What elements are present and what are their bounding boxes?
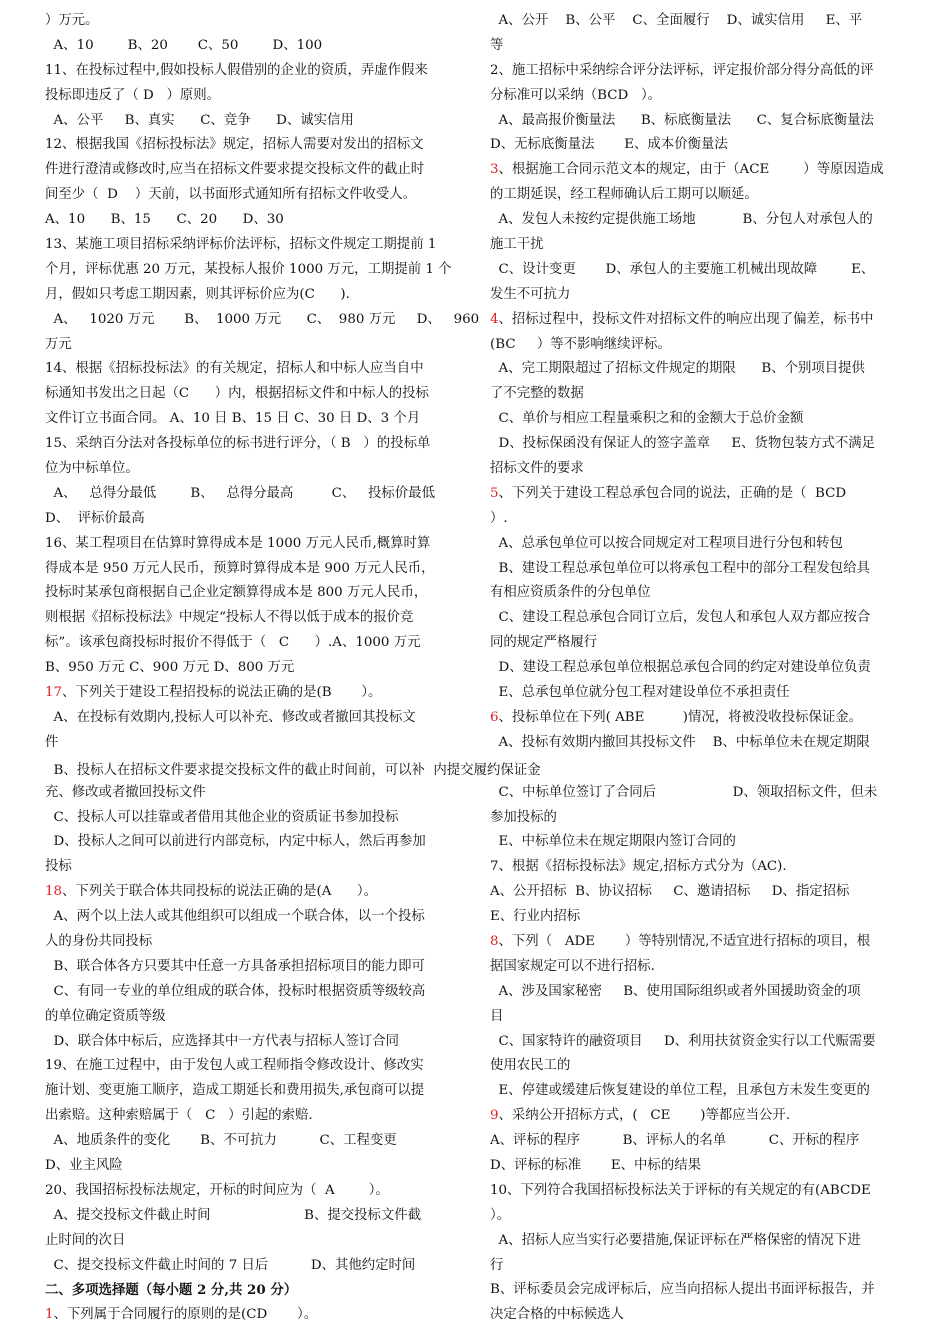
line-text: 二、多项选择题（每小题 2 分,共 20 分） bbox=[45, 1282, 298, 1299]
text-line bbox=[45, 308, 480, 333]
line-text: 月，假如只考虑工期因素，则其评标价应为(C ). bbox=[45, 286, 350, 302]
text-line bbox=[490, 333, 906, 358]
line-text: 、下列关于联合体共同投标的说法正确的是(A ）。 bbox=[62, 884, 377, 900]
text-line bbox=[490, 34, 906, 59]
text-line bbox=[490, 681, 906, 706]
line-text: B、联合体各方只要其中任意一方具备承担招标项目的能力即可 bbox=[45, 958, 425, 974]
text-line bbox=[45, 706, 461, 731]
line-text: D、投标保函没有保证人的签字盖章 E、货物包装方式不满足 bbox=[490, 436, 876, 452]
line-text: 10、下列符合我国招标投标法关于评标的有关规定的有(ABCDE bbox=[490, 1182, 871, 1198]
line-text: 使用农民工的 bbox=[490, 1058, 571, 1074]
text-line bbox=[45, 158, 461, 183]
text-line bbox=[490, 806, 906, 831]
text-line bbox=[45, 432, 461, 457]
line-text: 、招标过程中，投标文件对招标文件的响应出现了偏差，标书中 bbox=[498, 311, 874, 327]
line-text: 、投标单位在下列( ABE )情况，将被没收投标保证金。 bbox=[498, 709, 863, 725]
left-column bbox=[45, 9, 480, 1328]
text-line bbox=[490, 59, 906, 84]
text-line bbox=[45, 208, 461, 233]
line-text: 止时间的次日 bbox=[45, 1232, 126, 1248]
text-line bbox=[45, 830, 461, 855]
text-line bbox=[45, 9, 461, 34]
question-number: 18 bbox=[45, 884, 63, 900]
line-text: D、投标人之间可以前进行内部竞标，内定中标人，然后再参加 bbox=[45, 834, 426, 850]
text-line bbox=[45, 1129, 461, 1154]
text-line bbox=[45, 233, 461, 258]
question-number: 8 bbox=[490, 933, 499, 949]
question-number: 1 bbox=[45, 1307, 54, 1323]
line-text: 分标准可以采纳（BCD ）。 bbox=[490, 87, 662, 103]
text-line bbox=[45, 606, 461, 631]
line-text: 、采纳公开招标方式，( CE )等都应当公开. bbox=[498, 1108, 791, 1124]
line-text: 、下列关于建设工程招投标的说法正确的是(B ）。 bbox=[62, 685, 382, 701]
text-line bbox=[490, 208, 906, 233]
line-text: C、投标人可以挂靠或者借用其他企业的资质证书参加投标 bbox=[45, 809, 399, 825]
text-line bbox=[45, 806, 461, 831]
line-text: 标”。该承包商投标时报价不得低于（ C ）.A、1000 万元 bbox=[45, 635, 421, 651]
line-text: 出索赔。这种索赔属于（ C ）引起的索赔. bbox=[45, 1108, 313, 1124]
line-text: D、业主风险 bbox=[45, 1157, 123, 1173]
line-text: 有相应资质条件的分包单位 bbox=[490, 585, 651, 601]
line-text: (BC ）等不影响继续评标。 bbox=[490, 336, 671, 352]
line-text: 等 bbox=[490, 37, 504, 53]
line-text: 20、我国招标投标法规定，开标的时间应为（ A ）。 bbox=[45, 1182, 389, 1198]
text-line bbox=[45, 1005, 461, 1030]
line-text: 的工期延误，经工程师确认后工期可以顺延。 bbox=[490, 187, 758, 203]
text-line bbox=[490, 9, 906, 34]
text-line bbox=[45, 333, 461, 358]
text-line bbox=[45, 781, 461, 806]
text-line bbox=[45, 283, 461, 308]
line-text: 个月，评标优惠 20 万元，某投标人报价 1000 万元，工期提前 1 个 bbox=[45, 261, 452, 277]
text-line bbox=[45, 1054, 461, 1079]
line-text: D、评标的标准 E、中标的结果 bbox=[490, 1157, 701, 1173]
text-line bbox=[45, 1303, 461, 1328]
line-text: 目 bbox=[490, 1008, 504, 1024]
text-line bbox=[490, 407, 906, 432]
line-text: 、根据施工合同示范文本的规定，由于（ACE ）等原因造成 bbox=[498, 162, 884, 178]
line-text: C、设计变更 D、承包人的主要施工机械出现故障 E、 bbox=[490, 261, 875, 277]
question-number: 6 bbox=[490, 709, 499, 725]
line-text: 文件订立书面合同。 A、10 日 B、15 日 C、30 日 D、3 个月 bbox=[45, 411, 421, 427]
line-text: A、公平 B、真实 C、竞争 D、诚实信用 bbox=[45, 112, 354, 128]
text-line bbox=[45, 1079, 461, 1104]
text-line bbox=[45, 681, 461, 706]
text-line bbox=[490, 1030, 906, 1055]
line-text: 参加投标的 bbox=[490, 809, 557, 825]
text-line bbox=[45, 133, 461, 158]
text-line bbox=[490, 855, 906, 880]
text-line bbox=[45, 731, 461, 756]
text-line bbox=[490, 233, 906, 258]
line-text: A、10 B、15 C、20 D、30 bbox=[45, 212, 284, 228]
line-text: 7、根据《招标投标法》规定,招标方式分为（AC). bbox=[490, 859, 787, 875]
text-line bbox=[45, 1179, 461, 1204]
text-line bbox=[490, 183, 906, 208]
text-line bbox=[45, 1030, 461, 1055]
line-text: A、提交投标文件截止时间 B、提交投标文件截 bbox=[45, 1207, 422, 1223]
line-text: A、总承包单位可以按合同规定对工程项目进行分包和转包 bbox=[490, 535, 843, 551]
text-line bbox=[490, 482, 906, 507]
line-text: A、招标人应当实行必要措施,保证评标在严格保密的情况下进 bbox=[490, 1232, 861, 1248]
line-text: 的单位确定资质等级 bbox=[45, 1008, 166, 1024]
line-text: 14、根据《招标投标法》的有关规定，招标人和中标人应当自中 bbox=[45, 361, 424, 377]
text-line bbox=[490, 1303, 906, 1328]
text-line bbox=[490, 109, 906, 134]
text-line bbox=[45, 557, 461, 582]
line-text: 12、根据我国《招标投标法》规定，招标人需要对发出的招标文 bbox=[45, 137, 424, 153]
question-number: 4 bbox=[490, 311, 499, 327]
line-text: 同的规定严格履行 bbox=[490, 635, 598, 651]
line-text: A、发包人未按约定提供施工场地 B、分包人对承包人的 bbox=[490, 212, 873, 228]
text-line bbox=[490, 1129, 906, 1154]
text-line bbox=[490, 1104, 906, 1129]
line-text: 投标 bbox=[45, 859, 72, 875]
text-line bbox=[490, 830, 906, 855]
line-text: 施计划、变更施工顺序，造成工期延长和费用损失,承包商可以提 bbox=[45, 1083, 425, 1099]
text-line bbox=[490, 308, 906, 333]
line-text: 、下列关于建设工程总承包合同的说法，正确的是（ BCD bbox=[498, 485, 847, 501]
line-text: C、中标单位签订了合同后 D、领取招标文件，但未 bbox=[490, 784, 878, 800]
line-text: A、 1020 万元 B、 1000 万元 C、 980 万元 D、 960 bbox=[45, 311, 480, 327]
text-line bbox=[490, 1005, 906, 1030]
line-text: C、国家特许的融资项目 D、利用扶贫资金实行以工代赈需要 bbox=[490, 1033, 876, 1049]
line-text: E、中标单位未在规定期限内签订合同的 bbox=[490, 834, 736, 850]
text-line bbox=[490, 955, 906, 980]
text-line bbox=[45, 955, 461, 980]
line-text: A、评标的程序 B、评标人的名单 C、开标的程序 bbox=[490, 1133, 860, 1149]
line-text: A、完工期限超过了招标文件规定的期限 B、个别项目提供 bbox=[490, 361, 865, 377]
line-text: ）。 bbox=[490, 1207, 511, 1223]
question-number: 5 bbox=[490, 485, 499, 501]
text-line bbox=[490, 507, 906, 532]
spanning-line: B、投标人在招标文件要求提交投标文件的截止时间前，可以补 内提交履约保证金 bbox=[45, 763, 541, 778]
text-line bbox=[45, 1229, 461, 1254]
text-line bbox=[45, 1254, 461, 1279]
text-line bbox=[490, 731, 906, 756]
line-text: E、总承包单位就分包工程对建设单位不承担责任 bbox=[490, 685, 790, 701]
line-text: C、有同一专业的单位组成的联合体，投标时根据资质等级较高 bbox=[45, 983, 426, 999]
line-text: 13、某施工项目招标采纳评标价法评标，招标文件规定工期提前 1 bbox=[45, 237, 437, 253]
text-line bbox=[45, 631, 461, 656]
text-line bbox=[45, 407, 461, 432]
line-text: 得成本是 950 万元人民币，预算时算得成本是 900 万元人民币， bbox=[45, 560, 435, 576]
text-line bbox=[490, 930, 906, 955]
line-text: A、最高报价衡量法 B、标底衡量法 C、复合标底衡量法 bbox=[490, 112, 874, 128]
line-text: 件 bbox=[45, 734, 59, 750]
text-line bbox=[490, 1254, 906, 1279]
line-text: 招标文件的要求 bbox=[490, 461, 584, 477]
text-line bbox=[45, 482, 461, 507]
line-text: C、单价与相应工程量乘积之和的金额大于总价金额 bbox=[490, 411, 804, 427]
line-text: 件进行澄清或修改时,应当在招标文件要求提交投标文件的截止时 bbox=[45, 162, 425, 178]
text-line bbox=[45, 34, 461, 59]
text-line bbox=[45, 507, 461, 532]
line-text: A、投标有效期内撤回其投标文件 B、中标单位未在规定期限 bbox=[490, 734, 870, 750]
line-text: 15、采纳百分法对各投标单位的标书进行评分，（ B ）的投标单 bbox=[45, 436, 431, 452]
text-line bbox=[490, 656, 906, 681]
line-text: 19、在施工过程中，由于发包人或工程师指令修改设计、修改实 bbox=[45, 1058, 424, 1074]
text-line bbox=[490, 781, 906, 806]
line-text: C、提交投标文件截止时间的 7 日后 D、其他约定时间 bbox=[45, 1257, 416, 1273]
text-line bbox=[490, 557, 906, 582]
text-line bbox=[45, 1154, 461, 1179]
text-line bbox=[490, 631, 906, 656]
text-line bbox=[45, 183, 461, 208]
line-text: A、在投标有效期内,投标人可以补充、修改或者撤回其投标文 bbox=[45, 709, 416, 725]
text-line bbox=[490, 1079, 906, 1104]
line-text: ）. bbox=[490, 510, 508, 526]
text-line bbox=[490, 606, 906, 631]
text-line bbox=[490, 357, 906, 382]
line-text: A、地质条件的变化 B、不可抗力 C、工程变更 bbox=[45, 1133, 397, 1149]
line-text: B、评标委员会完成评标后，应当向招标人提出书面评标报告，并 bbox=[490, 1282, 875, 1298]
line-text: 人的身份共同投标 bbox=[45, 933, 153, 949]
text-line bbox=[490, 1054, 906, 1079]
line-text: E、停建或缓建后恢复建设的单位工程，且承包方未发生变更的 bbox=[490, 1083, 870, 1099]
line-text: B、建设工程总承包单位可以将承包工程中的部分工程发包给具 bbox=[490, 560, 870, 576]
text-line bbox=[490, 1229, 906, 1254]
line-text: D、联合体中标后，应选择其中一方代表与招标人签订合同 bbox=[45, 1033, 400, 1049]
text-line bbox=[490, 581, 906, 606]
question-number: 9 bbox=[490, 1108, 499, 1124]
text-line bbox=[45, 656, 461, 681]
text-line bbox=[490, 706, 906, 731]
text-line bbox=[45, 880, 461, 905]
text-line bbox=[490, 905, 906, 930]
line-text: E、行业内招标 bbox=[490, 909, 581, 925]
line-text: 标通知书发出之日起（C ）内，根据招标文件和中标人的投标 bbox=[45, 386, 429, 402]
text-line bbox=[45, 382, 461, 407]
line-text: A、涉及国家秘密 B、使用国际组织或者外国援助资金的项 bbox=[490, 983, 861, 999]
text-line bbox=[490, 382, 906, 407]
text-line bbox=[490, 1278, 906, 1303]
line-text: 发生不可抗力 bbox=[490, 286, 571, 302]
text-line bbox=[490, 457, 906, 482]
line-text: A、10 B、20 C、50 D、100 bbox=[45, 37, 323, 53]
text-line bbox=[45, 84, 461, 109]
text-line bbox=[490, 1154, 906, 1179]
text-line bbox=[490, 283, 906, 308]
line-text: ）万元。 bbox=[45, 13, 99, 28]
line-text: A、 总得分最低 B、 总得分最高 C、 投标价最低 bbox=[45, 485, 435, 501]
text-line bbox=[45, 59, 461, 84]
text-line bbox=[45, 532, 461, 557]
line-text: 据国家规定可以不进行招标. bbox=[490, 958, 655, 974]
text-line bbox=[45, 980, 461, 1005]
line-text: 间至少（ D ）天前，以书面形式通知所有招标文件收受人。 bbox=[45, 187, 417, 203]
text-line bbox=[45, 855, 461, 880]
text-line bbox=[45, 109, 461, 134]
line-text: B、950 万元 C、900 万元 D、800 万元 bbox=[45, 660, 295, 676]
text-line bbox=[490, 158, 906, 183]
text-line bbox=[490, 432, 906, 457]
question-number: 3 bbox=[490, 162, 499, 178]
line-text: 11、在投标过程中,假如投标人假借别的企业的资质，弄虚作假来 bbox=[45, 62, 428, 78]
line-text: D、 评标价最高 bbox=[45, 510, 145, 526]
text-line bbox=[490, 1179, 906, 1204]
text-line bbox=[490, 84, 906, 109]
line-text: 了不完整的数据 bbox=[490, 386, 584, 402]
line-text: D、建设工程总承包单位根据总承包合同的约定对建设单位负责 bbox=[490, 660, 871, 676]
line-text: 、下列属于合同履行的原则的是(CD ）。 bbox=[53, 1307, 318, 1323]
text-line bbox=[45, 1204, 461, 1229]
text-line bbox=[45, 581, 461, 606]
text-line bbox=[490, 532, 906, 557]
line-text: 行 bbox=[490, 1257, 504, 1273]
line-text: A、公开招标 B、协议招标 C、邀请招标 D、指定招标 bbox=[490, 884, 850, 900]
line-text: 16、某工程项目在估算时算得成本是 1000 万元人民币,概算时算 bbox=[45, 535, 431, 551]
text-line bbox=[45, 457, 461, 482]
line-text: 充、修改或者撤回投标文件 bbox=[45, 784, 206, 800]
text-line bbox=[490, 756, 906, 781]
text-line bbox=[45, 930, 461, 955]
line-text: 、下列（ ADE ）等特别情况,不适宜进行招标的项目，根 bbox=[498, 933, 871, 949]
line-text: 施工干扰 bbox=[490, 237, 544, 253]
question-number: 17 bbox=[45, 685, 63, 701]
text-line bbox=[45, 1278, 461, 1303]
line-text: 投标即违反了（ D ）原则。 bbox=[45, 87, 221, 103]
line-text: D、无标底衡量法 E、成本价衡量法 bbox=[490, 137, 728, 153]
text-line bbox=[490, 258, 906, 283]
line-text: 投标时某承包商根据自己企业定额算得成本是 800 万元人民币， bbox=[45, 585, 428, 601]
line-text: 则根据《招标投标法》中规定“投标人不得以低于成本的报价竞 bbox=[45, 610, 414, 626]
text-line bbox=[490, 880, 906, 905]
text-line bbox=[490, 1204, 906, 1229]
text-line bbox=[490, 133, 906, 158]
right-column bbox=[490, 9, 906, 1328]
line-text: 万元 bbox=[45, 336, 72, 352]
line-text: C、建设工程总承包合同订立后，发包人和承包人双方都应按合 bbox=[490, 610, 871, 626]
text-line bbox=[490, 980, 906, 1005]
line-text: A、两个以上法人或其他组织可以组成一个联合体，以一个投标 bbox=[45, 909, 425, 925]
line-text: 位为中标单位。 bbox=[45, 461, 139, 477]
line-text: A、公开 B、公平 C、全面履行 D、诚实信用 E、平 bbox=[490, 13, 863, 28]
text-line bbox=[45, 357, 461, 382]
line-text: 决定合格的中标候选人 bbox=[490, 1307, 624, 1323]
line-text: 2、施工招标中采纳综合评分法评标，评定报价部分得分高低的评 bbox=[490, 62, 874, 78]
text-line bbox=[45, 258, 461, 283]
text-line bbox=[45, 905, 461, 930]
text-line bbox=[45, 1104, 461, 1129]
